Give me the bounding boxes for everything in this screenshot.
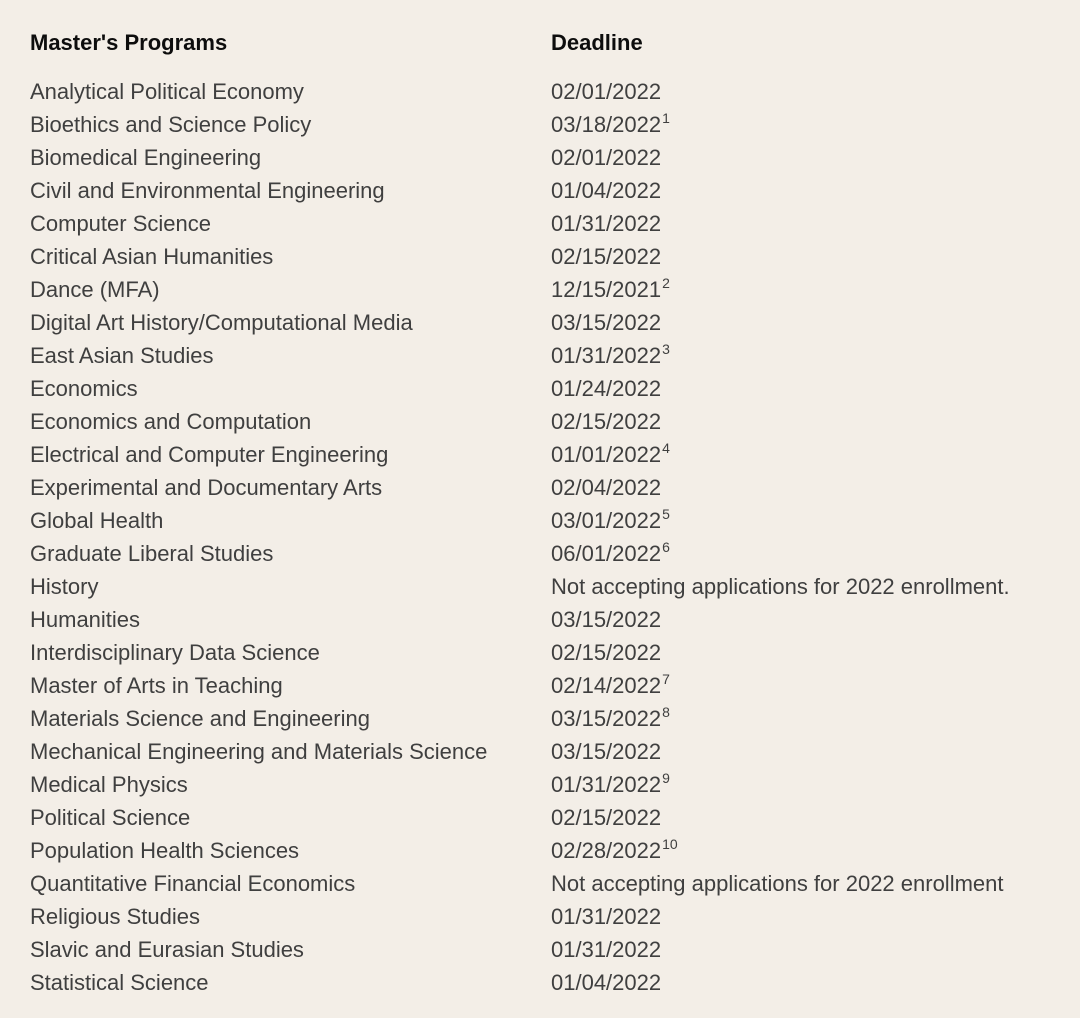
program-name-cell: Graduate Liberal Studies — [30, 541, 274, 566]
table-row — [30, 735, 1071, 768]
table-row — [30, 570, 1071, 603]
deadline-cell — [551, 273, 1071, 306]
deadline-cell — [551, 108, 1071, 141]
deadline-value: 02/15/2022 — [551, 409, 662, 434]
deadline-cell — [551, 966, 1071, 999]
table-row — [30, 174, 1071, 207]
deadline-cell — [551, 537, 1071, 570]
deadline-cell — [551, 207, 1071, 240]
deadline-value: 03/15/2022 — [551, 310, 662, 335]
program-name-cell: Bioethics and Science Policy — [30, 112, 312, 137]
deadline-cell — [551, 603, 1071, 636]
program-name-cell: Global Health — [30, 508, 164, 533]
deadline-cell — [551, 339, 1071, 372]
table-row — [30, 141, 1071, 174]
deadline-cell — [551, 405, 1071, 438]
program-name-cell: Statistical Science — [30, 970, 209, 995]
deadline-value: 03/01/2022 — [551, 508, 662, 533]
table-row — [30, 207, 1071, 240]
deadline-value: 02/28/2022 — [551, 838, 662, 863]
programs-deadline-table — [30, 26, 1071, 999]
deadline-cell — [551, 174, 1071, 207]
deadline-cell — [551, 735, 1071, 768]
program-name-cell: Biomedical Engineering — [30, 145, 262, 170]
footnote-marker: 10 — [662, 836, 678, 852]
deadline-cell — [551, 141, 1071, 174]
deadline-cell — [551, 504, 1071, 537]
footnote-marker: 7 — [662, 671, 670, 687]
table-body — [30, 59, 1071, 999]
deadline-value: 01/24/2022 — [551, 376, 662, 401]
deadline-value: 03/15/2022 — [551, 706, 662, 731]
program-name-cell: Digital Art History/Computational Media — [30, 310, 413, 335]
program-name-cell: Mechanical Engineering and Materials Science — [30, 739, 488, 764]
deadline-cell — [551, 636, 1071, 669]
table-row — [30, 933, 1071, 966]
deadline-value: 02/01/2022 — [551, 79, 662, 104]
program-name-cell: Humanities — [30, 607, 141, 632]
deadline-value: Not accepting applications for 2022 enrollment. — [551, 574, 1010, 599]
header-spacer — [30, 59, 1071, 75]
footnote-marker: 6 — [662, 539, 670, 555]
deadline-value: 01/04/2022 — [551, 178, 662, 203]
table-row — [30, 801, 1071, 834]
deadline-value: 01/31/2022 — [551, 937, 662, 962]
table-row — [30, 306, 1071, 339]
program-name-cell: Dance (MFA) — [30, 277, 160, 302]
program-name-cell: Political Science — [30, 805, 191, 830]
table-row — [30, 768, 1071, 801]
footnote-marker: 8 — [662, 704, 670, 720]
table-row — [30, 867, 1071, 900]
table-row — [30, 669, 1071, 702]
deadline-value: 01/01/2022 — [551, 442, 662, 467]
deadline-value: 03/15/2022 — [551, 607, 662, 632]
footnote-marker: 5 — [662, 506, 670, 522]
table-row — [30, 75, 1071, 108]
program-name-cell: Medical Physics — [30, 772, 188, 797]
program-name-cell: Experimental and Documentary Arts — [30, 475, 383, 500]
deadline-cell — [551, 801, 1071, 834]
deadline-value: 02/01/2022 — [551, 145, 662, 170]
deadline-cell — [551, 834, 1071, 867]
deadline-cell — [551, 75, 1071, 108]
deadline-cell — [551, 768, 1071, 801]
deadline-cell — [551, 933, 1071, 966]
program-name-cell: Computer Science — [30, 211, 211, 236]
table-row — [30, 471, 1071, 504]
footnote-marker: 4 — [662, 440, 670, 456]
table-row — [30, 834, 1071, 867]
program-name-cell: Interdisciplinary Data Science — [30, 640, 320, 665]
table-row — [30, 603, 1071, 636]
footnote-marker: 9 — [662, 770, 670, 786]
deadline-cell — [551, 669, 1071, 702]
deadline-value: 02/15/2022 — [551, 805, 662, 830]
deadline-cell — [551, 240, 1071, 273]
program-name-cell: East Asian Studies — [30, 343, 214, 368]
deadline-value: 02/15/2022 — [551, 640, 662, 665]
table-row — [30, 240, 1071, 273]
deadline-value: 03/18/2022 — [551, 112, 662, 137]
deadline-value: 01/31/2022 — [551, 211, 662, 236]
table-row — [30, 438, 1071, 471]
program-name-cell: Slavic and Eurasian Studies — [30, 937, 304, 962]
deadline-cell — [551, 702, 1071, 735]
table-row — [30, 966, 1071, 999]
program-name-cell: Economics and Computation — [30, 409, 312, 434]
table-header-row — [30, 26, 1071, 59]
footnote-marker: 3 — [662, 341, 670, 357]
deadline-cell — [551, 900, 1071, 933]
deadline-value: Not accepting applications for 2022 enrollment — [551, 871, 1004, 896]
footnote-marker: 2 — [662, 275, 670, 291]
table-row — [30, 702, 1071, 735]
column-header-deadline: Deadline — [551, 29, 643, 55]
table-row — [30, 273, 1071, 306]
table-row — [30, 108, 1071, 141]
table-row — [30, 339, 1071, 372]
program-name-cell: Civil and Environmental Engineering — [30, 178, 385, 203]
table-row — [30, 405, 1071, 438]
deadline-value: 03/15/2022 — [551, 739, 662, 764]
deadline-value: 01/31/2022 — [551, 904, 662, 929]
deadline-value: 02/15/2022 — [551, 244, 662, 269]
program-name-cell: Critical Asian Humanities — [30, 244, 274, 269]
program-name-cell: Religious Studies — [30, 904, 200, 929]
table-row — [30, 900, 1071, 933]
deadline-cell — [551, 867, 1071, 900]
deadline-cell — [551, 471, 1071, 504]
deadline-value: 12/15/2021 — [551, 277, 662, 302]
deadline-value: 01/31/2022 — [551, 343, 662, 368]
table-row — [30, 372, 1071, 405]
deadline-cell — [551, 570, 1071, 603]
program-name-cell: Economics — [30, 376, 138, 401]
deadline-value: 01/04/2022 — [551, 970, 662, 995]
table-row — [30, 636, 1071, 669]
deadline-cell — [551, 306, 1071, 339]
program-name-cell: Materials Science and Engineering — [30, 706, 370, 731]
deadline-value: 02/14/2022 — [551, 673, 662, 698]
program-name-cell: Electrical and Computer Engineering — [30, 442, 389, 467]
deadline-value: 02/04/2022 — [551, 475, 662, 500]
table-row — [30, 504, 1071, 537]
program-name-cell: Population Health Sciences — [30, 838, 300, 863]
deadline-value: 06/01/2022 — [551, 541, 662, 566]
column-header-programs: Master's Programs — [30, 29, 228, 55]
deadline-cell — [551, 438, 1071, 471]
table-row — [30, 537, 1071, 570]
deadline-value: 01/31/2022 — [551, 772, 662, 797]
footnote-marker: 1 — [662, 110, 670, 126]
program-name-cell: History — [30, 574, 99, 599]
deadline-cell — [551, 372, 1071, 405]
program-name-cell: Master of Arts in Teaching — [30, 673, 283, 698]
program-name-cell: Quantitative Financial Economics — [30, 871, 356, 896]
program-name-cell: Analytical Political Economy — [30, 79, 304, 104]
